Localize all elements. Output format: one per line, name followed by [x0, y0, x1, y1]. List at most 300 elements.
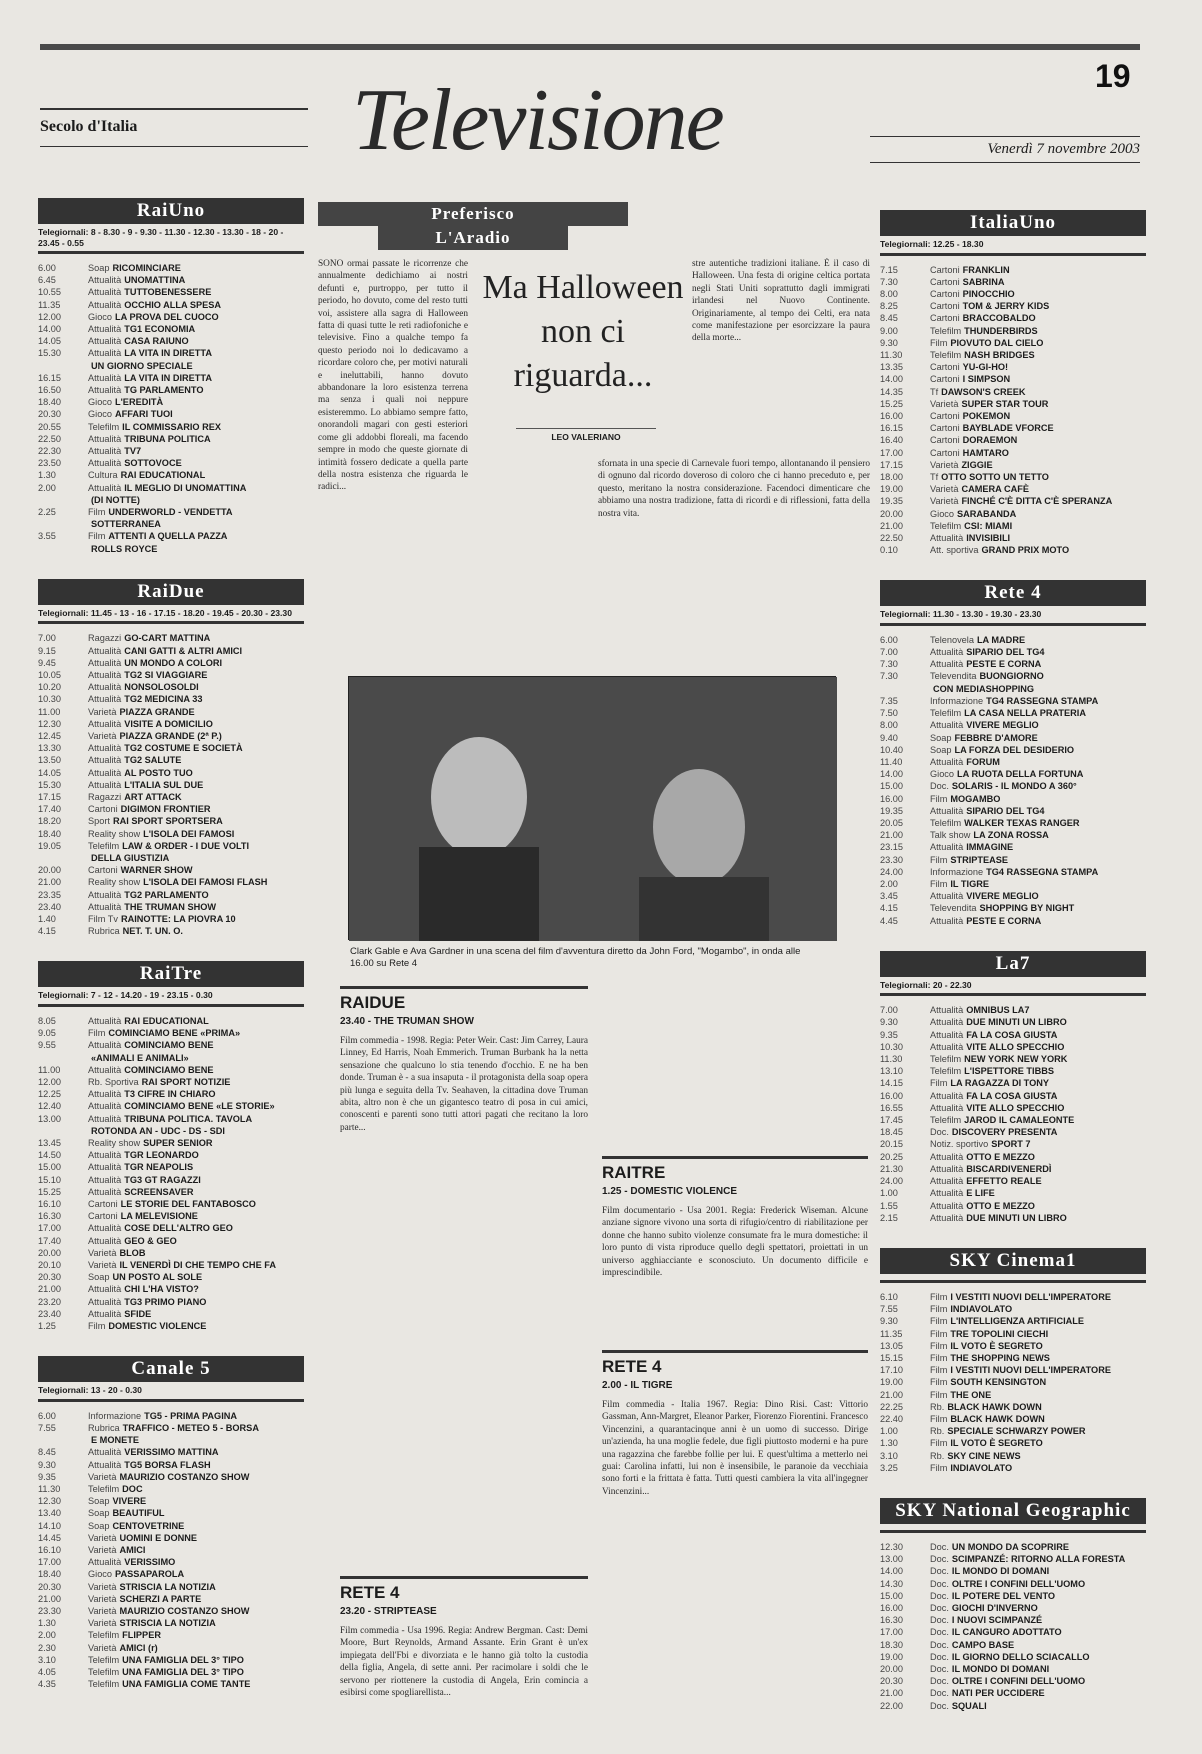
listing-genre: Attualità — [930, 891, 964, 902]
listing-title: E LIFE — [966, 1188, 995, 1199]
listing-title: UNA FAMIGLIA DEL 3° TIPO — [122, 1654, 244, 1665]
listing-title: VERISSIMO — [124, 1557, 176, 1568]
listing-time: 18.40 — [38, 828, 61, 839]
listing-title: VITE ALLO SPECCHIO — [966, 1041, 1065, 1052]
listing-genre: Doc. — [930, 1688, 949, 1699]
listing-row — [38, 1027, 304, 1039]
listing-genre: Telefilm — [88, 1654, 120, 1665]
listing-genre: Attualità — [930, 756, 964, 767]
listing-row — [38, 457, 304, 469]
listing-row — [880, 1565, 1146, 1577]
listing-title: SCHERZI A PARTE — [119, 1593, 202, 1604]
listing-title: INVISIBILI — [966, 532, 1011, 543]
listing-time: 1.30 — [880, 1438, 898, 1449]
listing-genre: Attualità — [88, 755, 122, 766]
listing-row — [880, 1687, 1146, 1699]
listing-genre: Cartoni — [930, 264, 960, 275]
listing-time: 10.20 — [38, 682, 61, 693]
listing-time: 17.00 — [38, 1557, 61, 1568]
listing-genre: Attualità — [930, 1163, 964, 1174]
listing-time: 12.30 — [38, 1496, 61, 1507]
listing-title: DAWSON'S CREEK — [941, 386, 1026, 397]
listing-time — [38, 1125, 88, 1137]
listing-row — [38, 1629, 304, 1641]
listing-time: 13.00 — [38, 1113, 61, 1124]
listing-row — [38, 925, 304, 937]
listing-time: 14.00 — [880, 374, 903, 385]
listing-row — [38, 396, 304, 408]
listing-row — [880, 1541, 1146, 1553]
channel-name: RaiUno — [38, 198, 304, 224]
listing-row — [880, 1029, 1146, 1041]
listing-time: 14.00 — [880, 769, 903, 780]
listing-title: WARNER SHOW — [120, 865, 193, 876]
listing-time: 20.30 — [38, 409, 61, 420]
section-title: Televisione — [352, 72, 723, 169]
listing-time: 12.30 — [880, 1541, 903, 1552]
listing-title: OLTRE I CONFINI DELL'UOMO — [951, 1676, 1086, 1687]
listing-time: 10.55 — [38, 287, 61, 298]
listing-title: MAURIZIO COSTANZO SHOW — [119, 1605, 250, 1616]
channel-block — [38, 961, 304, 1356]
listing-genre: Attualità — [930, 1212, 964, 1223]
listing-title: WALKER TEXAS RANGER — [964, 817, 1080, 828]
listing-time: 21.00 — [880, 1688, 903, 1699]
listing-genre: Film — [930, 1304, 948, 1315]
listing-row — [38, 1483, 304, 1495]
kicker-line-1: Preferisco — [318, 202, 628, 226]
listing-row — [38, 530, 304, 542]
listing-title: GRAND PRIX MOTO — [981, 545, 1070, 556]
listing-row — [38, 1678, 304, 1690]
listing-time: 10.30 — [880, 1041, 903, 1052]
listing-row — [38, 754, 304, 766]
channel-block — [880, 210, 1146, 580]
listing-row — [38, 408, 304, 420]
review-title: 2.00 - IL TIGRE — [602, 1380, 673, 1391]
listing-genre: Televendita — [930, 671, 977, 682]
listing-row — [880, 1151, 1146, 1163]
listing-genre: Attualità — [88, 1015, 122, 1026]
listing-genre: Sport — [88, 816, 110, 827]
listing-title: I VESTITI NUOVI DELL'IMPERATORE — [950, 1291, 1111, 1302]
listing-row — [880, 854, 1146, 866]
listing-genre: Att. sportiva — [930, 545, 979, 556]
listing-genre: Cartoni — [930, 313, 960, 324]
listing-genre: Attualità — [88, 385, 122, 396]
feature-byline: LEO VALERIANO — [516, 428, 656, 442]
listing-time — [880, 683, 930, 695]
review-channel: RAIDUE — [340, 986, 588, 1013]
listing-genre: Informazione — [88, 1410, 142, 1421]
listing-time: 14.10 — [38, 1520, 61, 1531]
listing-title: LE STORIE DEL FANTABOSCO — [120, 1199, 256, 1209]
listing-title: TG2 COSTUME E SOCIETÀ — [124, 743, 243, 754]
listing-title: AL POSTO TUO — [124, 767, 193, 778]
listing-genre: Film — [930, 1340, 948, 1351]
listing-genre: Varietà — [88, 706, 117, 717]
listing-title: IL MONDO DI DOMANI — [951, 1663, 1050, 1674]
listing-row — [38, 767, 304, 779]
listing-title: SFIDE — [124, 1308, 152, 1319]
listing-title: IL VOTO È SEGRETO — [950, 1438, 1043, 1449]
review-raitre — [602, 1156, 868, 1365]
listing-genre: Telefilm — [930, 1066, 962, 1077]
listing-row — [880, 915, 1146, 927]
listing-genre: Film — [930, 1352, 948, 1363]
listing-genre: Gioco — [88, 311, 113, 322]
listing-genre: Doc. — [930, 1127, 949, 1138]
news-times: Telegiornali: 20 - 22.30 — [880, 977, 1146, 997]
listing-title: ATTENTI A QUELLA PAZZA — [108, 531, 228, 542]
listing-title: BRACCOBALDO — [962, 313, 1036, 324]
listing-genre: Informazione — [930, 866, 984, 877]
listing-genre: Attualità — [88, 1459, 122, 1470]
date: Venerdì 7 novembre 2003 — [870, 136, 1140, 163]
listing-title: RAINOTTE: LA PIOVRA 10 — [120, 914, 236, 925]
listing-row — [38, 669, 304, 681]
listing-genre: Film — [88, 507, 106, 518]
listing-genre: Reality show — [88, 1137, 141, 1148]
listing-time: 7.55 — [880, 1304, 898, 1315]
listing-time: 19.35 — [880, 496, 903, 507]
listing-row — [38, 803, 304, 815]
listing-genre: Telefilm — [930, 349, 962, 360]
listing-title: (DI NOTTE) — [91, 494, 140, 505]
listing-title: SUPER SENIOR — [143, 1137, 213, 1148]
listing-genre: Attualità — [88, 1162, 122, 1173]
listing-genre: Varietà — [88, 1618, 117, 1629]
listing-time: 14.00 — [38, 324, 61, 335]
listing-time: 17.45 — [880, 1115, 903, 1126]
channel-block — [880, 1498, 1146, 1736]
listing-row — [38, 706, 304, 718]
listing-row — [38, 506, 304, 518]
listing-time: 9.00 — [880, 325, 898, 336]
listing-genre: Attualità — [930, 1188, 964, 1199]
listing-title: IL COMMISSARIO REX — [122, 421, 222, 432]
listing-time — [38, 360, 88, 372]
listing-time: 8.25 — [880, 301, 898, 312]
listing-title: LA CASA NELLA PRATERIA — [964, 708, 1086, 719]
listing-genre: Attualità — [930, 1041, 964, 1052]
listing-time: 16.50 — [38, 385, 61, 396]
listing-genre: Varietà — [88, 1247, 117, 1258]
listing-genre: Soap — [88, 1272, 110, 1283]
listing-time: 18.40 — [38, 397, 61, 408]
listing-row — [38, 299, 304, 311]
listing-title: DORAEMON — [962, 435, 1018, 446]
listing-row — [880, 1340, 1146, 1352]
listing-genre: Cartoni — [930, 276, 960, 287]
listing-row — [38, 1161, 304, 1173]
listing-time: 24.00 — [880, 1176, 903, 1187]
listing-title: UOMINI E DONNE — [119, 1532, 198, 1543]
listing-time: 4.05 — [38, 1667, 56, 1677]
listing-title: UN POSTO AL SOLE — [112, 1272, 203, 1283]
listing-time: 23.20 — [38, 1296, 61, 1307]
listing-row — [38, 1125, 304, 1137]
listing-time: 14.50 — [38, 1150, 61, 1161]
listing-title: NASH BRIDGES — [964, 349, 1035, 360]
listing-title: TG2 PARLAMENTO — [124, 889, 209, 900]
listing-row — [38, 1556, 304, 1568]
listing-time: 17.00 — [880, 447, 903, 458]
listing-row — [38, 262, 304, 274]
listing-time — [38, 494, 88, 506]
photo-figures — [349, 677, 837, 941]
listing-title: IL TIGRE — [950, 878, 989, 889]
listing-time: 21.00 — [880, 830, 903, 841]
listing-row — [880, 841, 1146, 853]
listing-row — [880, 422, 1146, 434]
listing-genre: Film — [930, 854, 948, 865]
listing-genre: Rubrica — [88, 1422, 120, 1433]
listing-time — [38, 518, 88, 530]
listing-genre: Telefilm — [88, 1630, 120, 1641]
listing-title: UN GIORNO SPECIALE — [91, 360, 193, 371]
listing-genre: Rb. — [930, 1426, 945, 1437]
listing-row — [880, 264, 1146, 276]
listing-row — [880, 398, 1146, 410]
listing-row — [880, 1303, 1146, 1315]
listing-row — [38, 360, 304, 372]
listing-row — [880, 1328, 1146, 1340]
news-times: Telegiornali: 7 - 12 - 14.20 - 19 - 23.15 - 0.30 — [38, 987, 304, 1007]
listing-row — [38, 718, 304, 730]
listing-genre: Attualità — [88, 1223, 122, 1234]
listing-row — [880, 1614, 1146, 1626]
listing-genre: Attualità — [88, 1101, 122, 1112]
listing-row — [38, 852, 304, 864]
listing-genre: Varietà — [88, 1593, 117, 1604]
listing-genre: Notiz. sportivo — [930, 1139, 989, 1150]
listing-genre: Varietà — [930, 398, 959, 409]
listing-title: CAMERA CAFÈ — [961, 484, 1029, 495]
listing-title: FRANKLIN — [962, 264, 1010, 275]
listing-title: IMMAGINE — [966, 842, 1014, 853]
listing-row — [880, 1602, 1146, 1614]
review-body: Film commedia - Usa 1996. Regia: Andrew Bergman. Cast: Demi Moore, Burt Reynolds, Armand Assante. Erin Grant è un'ex impiegata dell'Fbi e divorziata e le hanno già tolto la custodia della figlia, Angela, di sette anni. Per racimolare i soldi che le servono per riottenere la custodia di Angela, Erin comincia a esibirsi come spogliarellista... — [340, 1626, 588, 1699]
listing-time: 7.30 — [880, 671, 898, 682]
listing-time: 17.40 — [38, 804, 61, 815]
listing-title: «ANIMALI E ANIMALI» — [91, 1052, 189, 1063]
listing-genre: Telefilm — [88, 840, 120, 851]
listing-time: 1.25 — [38, 1321, 56, 1332]
listing-time: 14.45 — [38, 1532, 61, 1543]
listing-genre: Cultura — [88, 470, 118, 481]
listing-genre: Tf — [930, 471, 939, 482]
listing-title: SPORT 7 — [991, 1139, 1031, 1150]
listing-genre: Reality show — [88, 828, 141, 839]
listing-time: 22.30 — [38, 446, 61, 457]
channel-block — [880, 580, 1146, 950]
listing-time: 13.45 — [38, 1137, 61, 1148]
listing-title: OTTO E MEZZO — [966, 1151, 1035, 1162]
listing-title: DUE MINUTI UN LIBRO — [966, 1212, 1067, 1223]
listing-time: 20.00 — [880, 508, 903, 519]
listing-time: 15.00 — [880, 781, 903, 792]
listing-time — [38, 852, 88, 864]
listing-title: NATI PER UCCIDERE — [951, 1688, 1045, 1699]
listing-genre: Gioco — [88, 409, 113, 420]
listing-title: SPECIALE SCHWARZY POWER — [947, 1426, 1086, 1437]
listing-title: LA MADRE — [976, 634, 1026, 645]
listing-genre: Attualità — [88, 1308, 122, 1319]
review-raidue — [340, 986, 588, 1605]
listing-time: 9.30 — [38, 1459, 56, 1470]
listing-time: 20.30 — [38, 1272, 61, 1283]
listing-genre: Attualità — [88, 446, 122, 457]
listing-row — [38, 1271, 304, 1283]
listing-time: 11.40 — [880, 756, 903, 767]
listing-time — [38, 543, 88, 555]
listing-time: 17.15 — [880, 459, 903, 470]
listing-title: FORUM — [966, 756, 1000, 767]
listing-title: UN MONDO DA SCOPRIRE — [951, 1541, 1069, 1552]
listing-time: 12.45 — [38, 731, 61, 741]
listing-title: COMINCIAMO BENE «LE STORIE» — [124, 1101, 275, 1112]
listing-row — [38, 1446, 304, 1458]
listing-time: 17.00 — [38, 1223, 61, 1234]
listing-title: CHI L'HA VISTO? — [124, 1284, 199, 1295]
listing-time: 2.00 — [38, 1630, 56, 1641]
listing-title: BISCARDIVENERDÌ — [966, 1163, 1052, 1174]
listing-title: BUONGIORNO — [979, 671, 1044, 682]
listing-row — [880, 658, 1146, 670]
listing-row — [880, 1364, 1146, 1376]
listing-row — [880, 1041, 1146, 1053]
listing-genre: Rb. — [930, 1450, 945, 1461]
listing-row — [880, 483, 1146, 495]
listing-time: 15.25 — [38, 1186, 61, 1197]
listing-genre: Attualità — [930, 659, 964, 670]
listing-row — [38, 645, 304, 657]
listing-time: 4.15 — [880, 903, 898, 914]
listing-title: T3 CIFRE IN CHIARO — [124, 1089, 216, 1100]
listing-row — [38, 1410, 304, 1422]
listing-genre: Doc. — [930, 1590, 949, 1601]
listing-title: AFFARI TUOI — [115, 409, 173, 420]
listing-row — [880, 805, 1146, 817]
listing-row — [38, 791, 304, 803]
listing-genre: Film — [88, 531, 106, 542]
listing-row — [880, 337, 1146, 349]
listing-time: 23.35 — [38, 889, 61, 900]
listing-time: 3.45 — [880, 891, 898, 902]
listing-time: 23.30 — [880, 854, 903, 865]
listing-time: 4.15 — [38, 926, 56, 937]
listing-title: TGR LEONARDO — [124, 1150, 199, 1161]
listing-genre: Attualità — [88, 889, 122, 900]
listing-genre: Attualità — [88, 336, 122, 347]
listing-time: 20.05 — [880, 817, 903, 828]
listing-title: LA RAGAZZA DI TONY — [950, 1078, 1050, 1089]
listing-title: FLIPPER — [122, 1630, 161, 1641]
listing-title: L'ISOLA DEI FAMOSI — [143, 828, 235, 839]
listing-row — [38, 681, 304, 693]
listing-time: 1.30 — [38, 1618, 56, 1629]
listing-title: VERISSIMO MATTINA — [124, 1447, 219, 1458]
listing-time: 17.10 — [880, 1365, 903, 1376]
listing-row — [880, 544, 1146, 556]
listing-title: THE TRUMAN SHOW — [124, 901, 217, 912]
listing-time: 20.00 — [38, 1247, 61, 1258]
listing-title: NET. T. UN. O. — [122, 926, 183, 937]
listing-genre: Cartoni — [88, 1199, 118, 1209]
listing-title: VIVERE — [112, 1496, 147, 1507]
listing-genre: Soap — [88, 263, 110, 273]
listing-time: 18.40 — [38, 1569, 61, 1580]
listing-title: GEO & GEO — [124, 1235, 177, 1246]
listing-title: GIOCHI D'INVERNO — [951, 1602, 1038, 1613]
listing-time: 17.00 — [880, 1627, 903, 1638]
review-channel: RAITRE — [602, 1156, 868, 1183]
listing-row — [38, 311, 304, 323]
listing-title: VISITE A DOMICILIO — [124, 718, 213, 729]
listing-time: 2.30 — [38, 1642, 56, 1653]
listing-row — [38, 1507, 304, 1519]
listing-genre: Film — [930, 1389, 948, 1400]
listing-title: L'ITALIA SUL DUE — [124, 779, 204, 790]
listing-time: 3.10 — [880, 1450, 898, 1461]
listing-title: ART ATTACK — [124, 792, 182, 803]
masthead-name: Secolo d'Italia — [40, 118, 138, 135]
news-times: Telegiornali: 13 - 20 - 0.30 — [38, 1382, 304, 1402]
review-body: Film commedia - Italia 1967. Regia: Dino Risi. Cast: Vittorio Gassman, Ann-Margret, Eleanor Parker, Fiorenzo Fiorentini. Francesco Vincenzini, a quarantacinque anni è un uomo di successo. Dirige un'azienda, ha una moglie fedele, due figli piuttosto moderni e ha pure una ragazzina che farebbe follie per lui. E quest'ultima a metterlo nei guai: Carolina infatti, lui non è insensibile, le paranoie da vecchiaia sono forti e la frittata è fatta. Tutti questi cambiera la vita all'ingegner Vincenzini... — [602, 1400, 868, 1497]
listing-time: 14.30 — [880, 1578, 903, 1589]
listing-time: 9.40 — [880, 732, 898, 743]
listing-row — [880, 1065, 1146, 1077]
listing-time: 11.35 — [38, 299, 61, 310]
listing-genre: Cartoni — [930, 362, 960, 373]
listing-row — [880, 878, 1146, 890]
listing-title: TG3 PRIMO PIANO — [124, 1296, 207, 1307]
listing-genre: Film — [930, 793, 948, 804]
listing-title: SOTTERRANEA — [91, 519, 161, 530]
listing-time: 7.30 — [880, 276, 898, 287]
listing-title: INDIAVOLATO — [950, 1462, 1013, 1473]
listing-time: 21.00 — [880, 520, 903, 531]
listing-title: TG5 - PRIMA PAGINA — [144, 1410, 238, 1421]
listing-title: LA PROVA DEL CUOCO — [115, 311, 219, 322]
listing-genre: Attualità — [88, 433, 122, 444]
listing-time: 23.40 — [38, 901, 61, 912]
listing-time: 6.00 — [38, 263, 56, 273]
listing-title: TG2 MEDICINA 33 — [124, 694, 203, 705]
listing-time: 12.30 — [38, 718, 61, 729]
listing-title: UNA FAMIGLIA COME TANTE — [122, 1679, 251, 1690]
listing-genre: Doc. — [930, 781, 949, 792]
listing-time: 18.00 — [880, 471, 903, 482]
listing-genre: Doc. — [930, 1554, 949, 1565]
listing-time: 15.30 — [38, 348, 61, 359]
listing-row — [880, 410, 1146, 422]
listing-genre: Soap — [88, 1508, 110, 1519]
listing-genre: Cartoni — [930, 435, 960, 446]
listing-title: IL MEGLIO DI UNOMATTINA — [124, 482, 247, 493]
news-times: Telegiornali: 11.45 - 13 - 16 - 17.15 - 18.20 - 19.45 - 20.30 - 23.30 — [38, 605, 304, 625]
listing-title: DISCOVERY PRESENTA — [951, 1127, 1058, 1138]
listing-row — [880, 1138, 1146, 1150]
listing-genre: Telefilm — [930, 1115, 962, 1126]
listing-row — [38, 901, 304, 913]
listing-title: COMINCIAMO BENE — [124, 1040, 214, 1051]
listing-genre: Film — [88, 1028, 106, 1039]
listing-title: DOMESTIC VIOLENCE — [108, 1321, 207, 1332]
listing-title: COMINCIAMO BENE — [124, 1064, 214, 1075]
listing-genre: Attualità — [88, 1235, 122, 1246]
